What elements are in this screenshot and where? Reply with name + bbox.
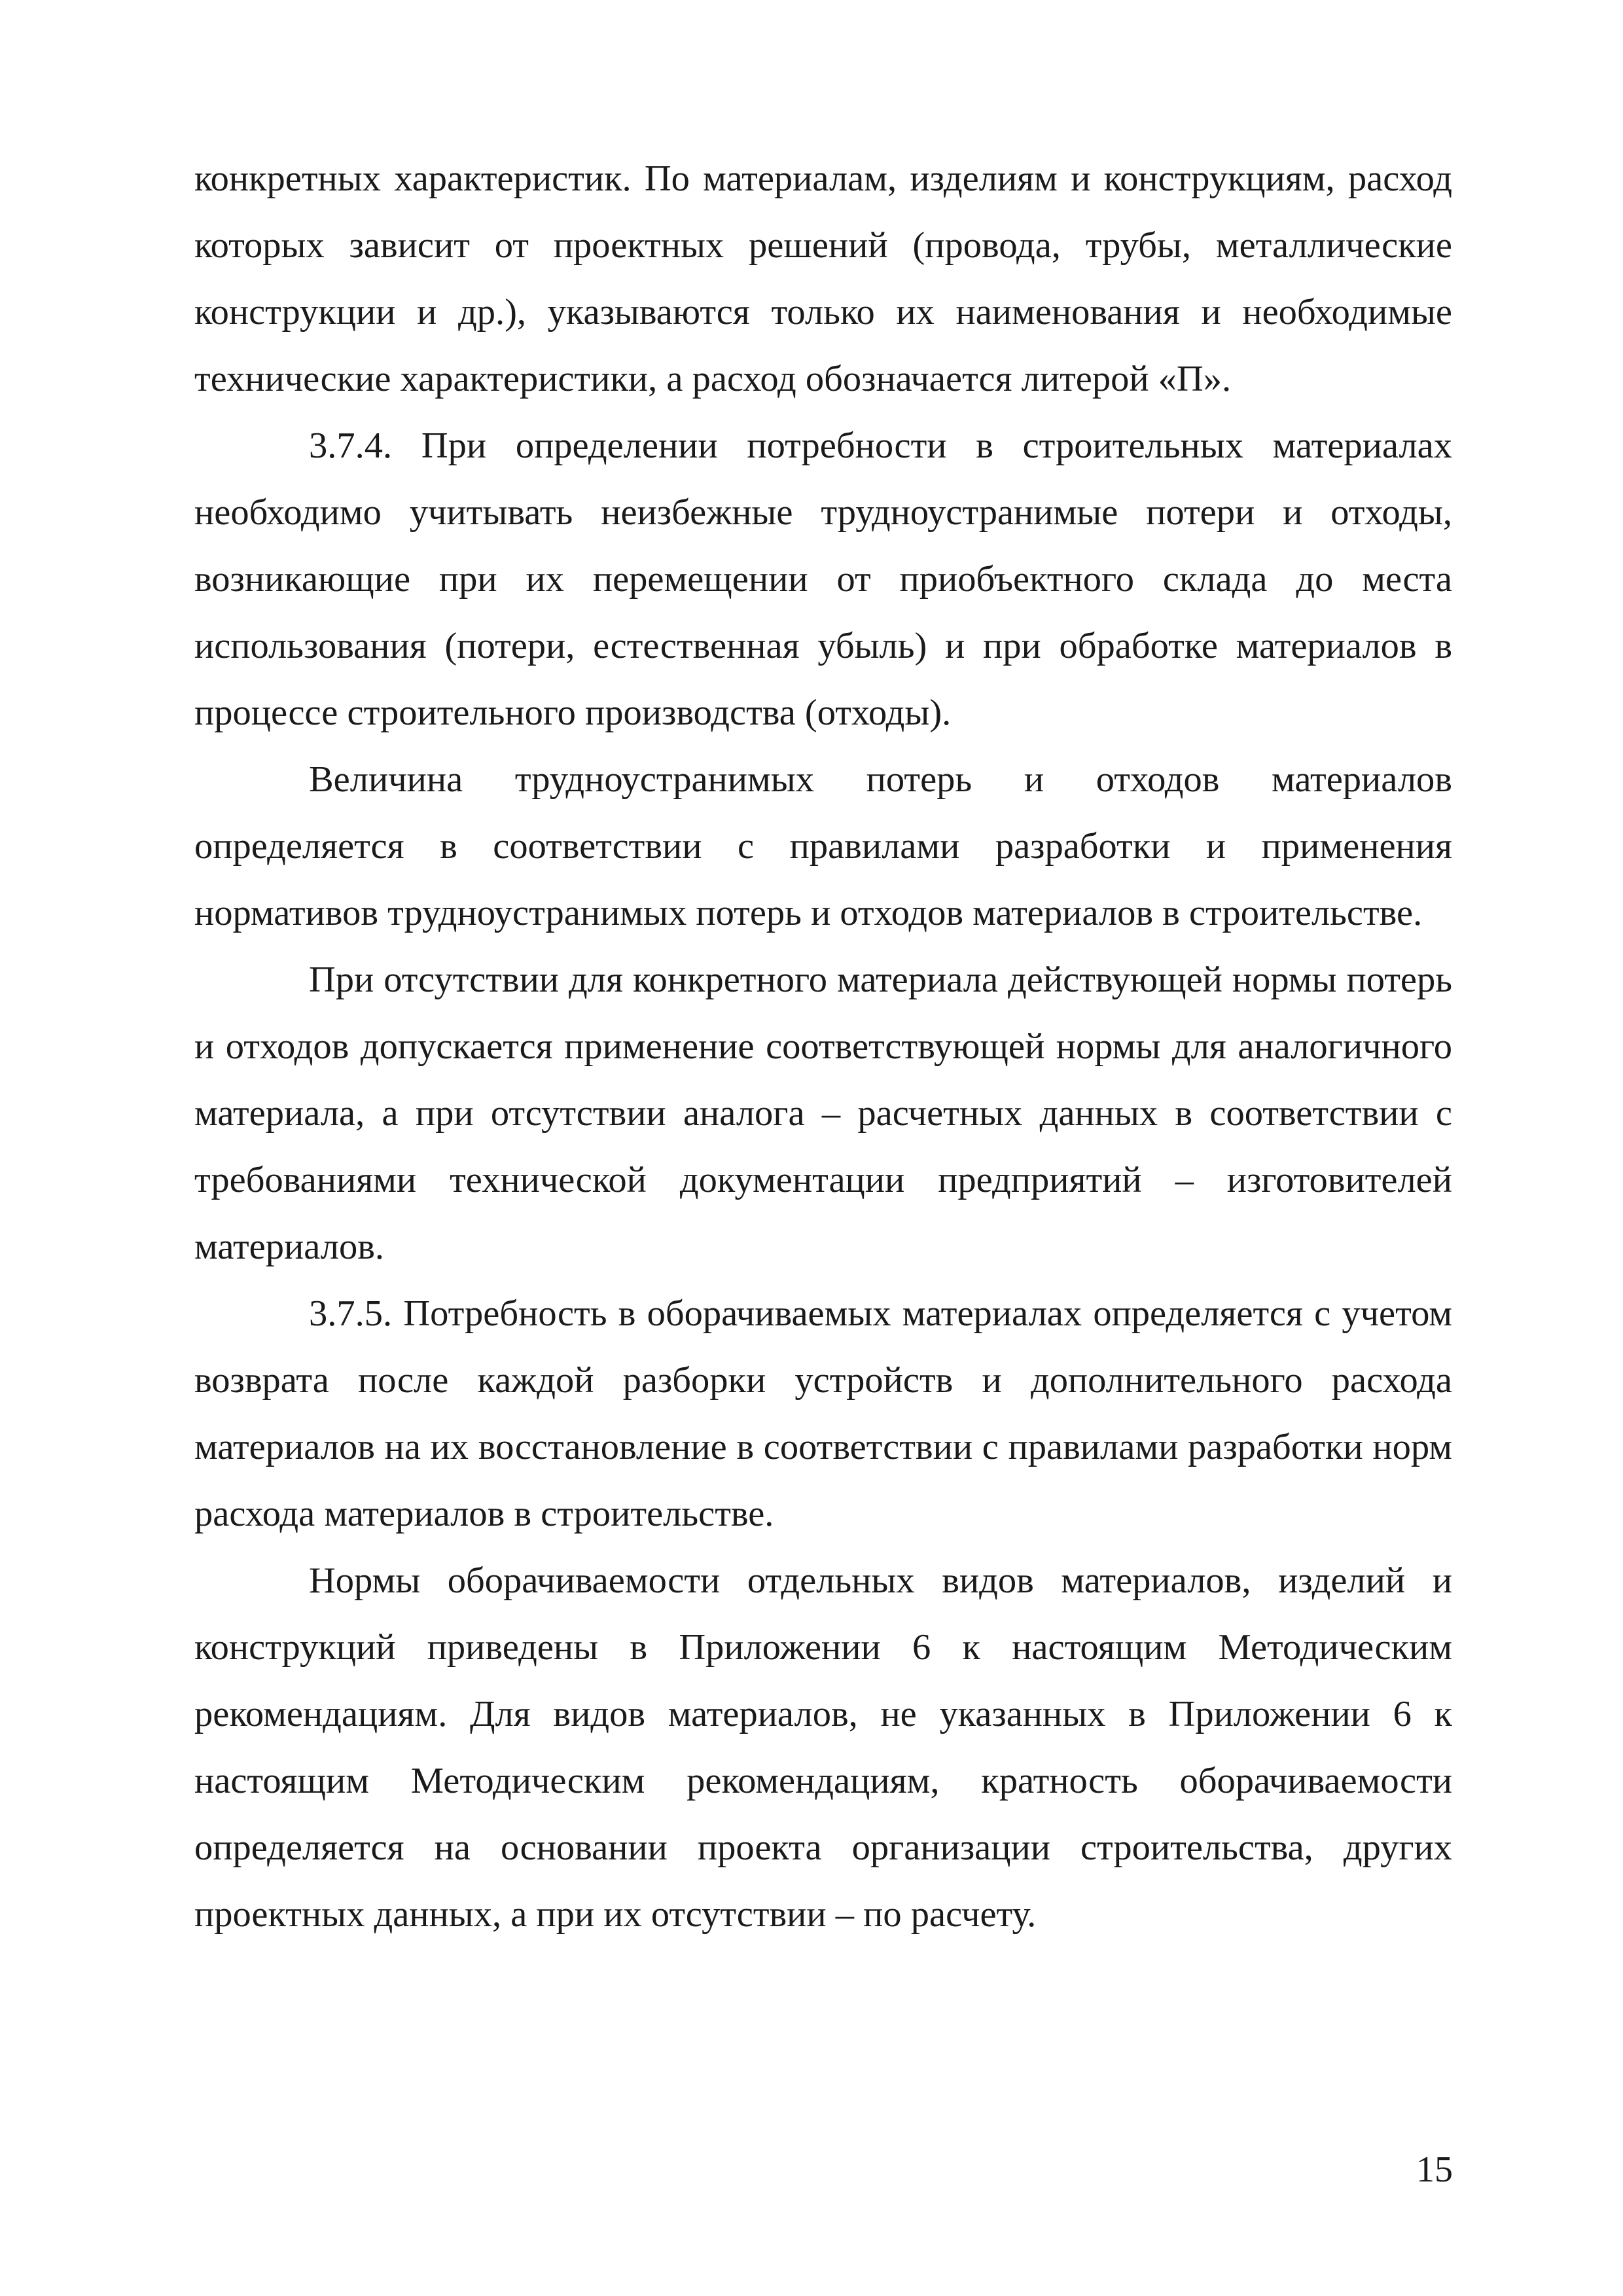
document-body [194, 145, 1452, 1948]
paragraph-3-7-4: 3.7.4. При определении потребности в строительных материалах необходимо учитывать неизбежные трудноустранимые потери и отходы, возникающие при их перемещении от приобъектного склада до места использования (потери, естественная убыль) и при обработке материалов в процессе строительного производства (отходы). [194, 425, 1452, 733]
paragraph-3-7-5: 3.7.5. Потребность в оборачиваемых материалах определяется с учетом возврата после каждой разборки устройств и дополнительного расхода материалов на их восстановление в соответствии с правилами разработки норм расхода материалов в строительстве. [194, 1293, 1452, 1534]
paragraph-no-norm: При отсутствии для конкретного материала действующей нормы потерь и отходов допускается применение соответствующей нормы для аналогичного материала, а при отсутствии аналога – расчетных данных в соответствии с требованиями технической документации предприятий – изготовителей материалов. [194, 960, 1452, 1267]
page-number: 15 [1416, 2149, 1453, 2190]
paragraph-turnover-norms: Нормы оборачиваемости отдельных видов материалов, изделий и конструкций приведены в Приложении 6 к настоящим Методическим рекомендациям. Для видов материалов, не указанных в Приложении 6 к настоящим Методическим рекомендациям, кратность оборачиваемости определяется на основании проекта организации строительства, других проектных данных, а при их отсутствии – по расчету. [194, 1560, 1452, 1935]
paragraph-continuation: конкретных характеристик. По материалам, изделиям и конструкциям, расход которых зависит от проектных решений (провода, трубы, металлические конструкции и др.), указываются только их наименования и необходимые технические характеристики, а расход обозначается литерой «П». [194, 158, 1452, 399]
paragraph-losses-value: Величина трудноустранимых потерь и отходов материалов определяется в соответствии с правилами разработки и применения нормативов трудноустранимых потерь и отходов материалов в строительстве. [194, 759, 1452, 933]
